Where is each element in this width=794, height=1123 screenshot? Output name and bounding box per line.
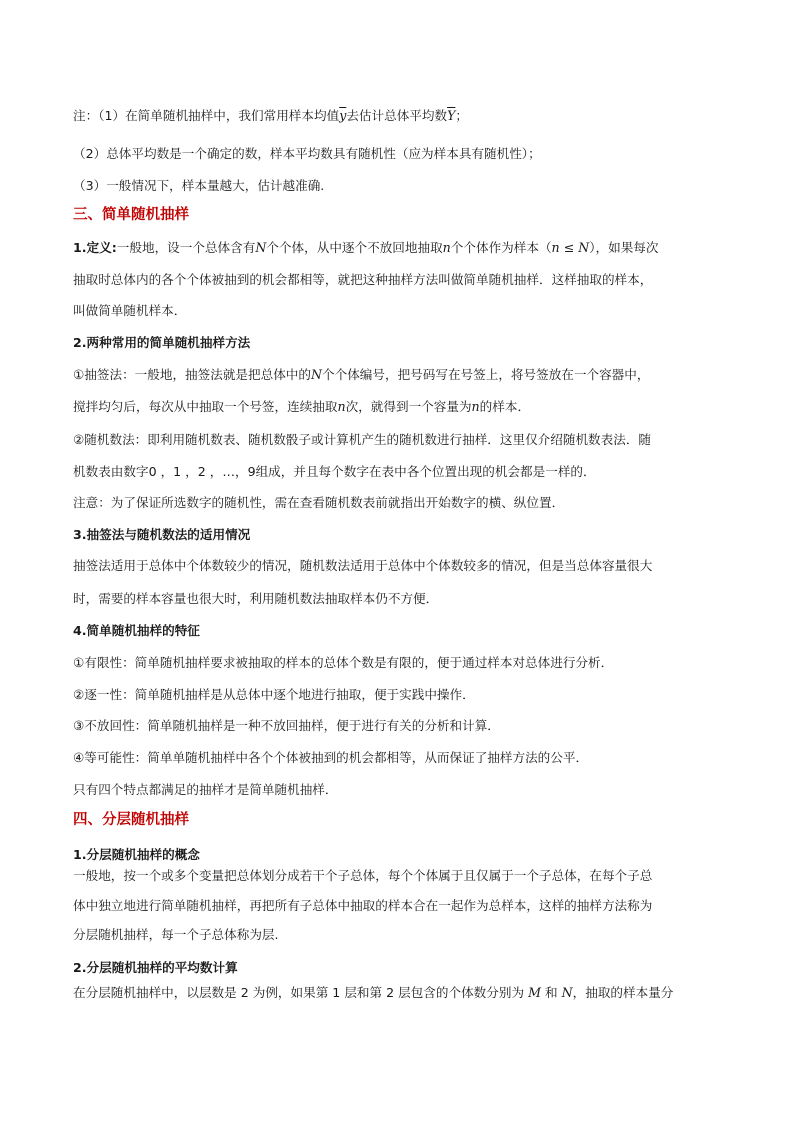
- definition-text: 个个体作为样本（: [450, 240, 552, 255]
- stratified-concept-line-1: 一般地，按一个或多个变量把总体划分成若干个子总体，每个个体属于且仅属于一个子总体，在每个子总: [73, 868, 653, 883]
- population-mean-symbol: $\overline{Y}$: [447, 108, 456, 123]
- definition-text: 一般地，设一个总体含有: [116, 240, 256, 255]
- applicability-line-2: 时，需要的样本容量也很大时，利用随机数法抽取样本仍不方便．: [73, 591, 439, 606]
- sample-mean-symbol: $\overline{y}$: [339, 108, 347, 123]
- method-text: 的样本．: [479, 399, 531, 414]
- method-text: 个个体编号，把号码写在号签上，将号签放在一个容器中，: [322, 367, 650, 382]
- stratified-concept-heading: 1.分层随机抽样的概念: [73, 847, 200, 862]
- feature-one-by-one: ②逐一性：简单随机抽样是从总体中逐个地进行抽取，便于实践中操作．: [73, 687, 475, 702]
- feature-equal-probability: ④等可能性：简单单随机抽样中各个个体被抽到的机会都相等，从而保证了抽样方法的公平．: [73, 750, 589, 765]
- average-text: 在分层随机抽样中，以层数是 2 为例，如果第 1 层和第 2 层包含的个体数分别为: [73, 985, 525, 1000]
- definition-text: ），如果每次: [589, 240, 659, 255]
- method-lottery-line-1: [73, 366, 733, 384]
- features-heading: 4.简单随机抽样的特征: [73, 623, 200, 638]
- applicability-line-1: 抽签法适用于总体中个体数较少的情况，随机数法适用于总体中个体数较多的情况，但是当总体容量很大: [73, 558, 653, 573]
- symbol-n: n: [471, 399, 480, 414]
- symbol-n: n: [442, 240, 451, 255]
- note-line-3: （3）一般情况下，样本量越大，估计越准确.: [73, 178, 325, 193]
- definition-line-1: [73, 239, 733, 257]
- method-random-number-line-1: ②随机数法：即利用随机数表、随机数骰子或计算机产生的随机数进行抽样．这里仅介绍随机数表法．随: [73, 432, 652, 447]
- condition-n-le-N: n ≤ N: [551, 240, 590, 255]
- note-text: 注：（1）在简单随机抽样中，我们常用样本均值: [73, 108, 340, 123]
- note-line-2: （2）总体平均数是一个确定的数，样本平均数具有随机性（应为样本具有随机性）；: [73, 146, 541, 161]
- method-text: 搅拌均匀后，每次从中抽取一个号签，连续抽取: [73, 399, 338, 414]
- average-text: ，抽取的样本量分: [572, 985, 674, 1000]
- features-summary: 只有四个特点都满足的抽样才是简单随机抽样．: [73, 782, 338, 797]
- attention-note: 注意：为了保证所选数字的随机性，需在查看随机数表前就指出开始数字的横、纵位置．: [73, 495, 565, 510]
- average-text: 和: [545, 985, 558, 1000]
- method-random-number-line-2: 机数表由数字0 ，1 ，2 ，…，9组成，并且每个数字在表中各个位置出现的机会都是一样的．: [73, 464, 596, 479]
- symbol-N: N: [561, 985, 573, 1000]
- definition-line-3: 叫做简单随机样本．: [73, 303, 187, 318]
- method-lottery-line-2: [73, 398, 733, 416]
- feature-no-replacement: ③不放回性：简单随机抽样是一种不放回抽样，便于进行有关的分析和计算．: [73, 718, 500, 733]
- method-text: 次，就得到一个容量为: [345, 399, 472, 414]
- stratified-concept-line-2: 体中独立地进行简单随机抽样，再把所有子总体中抽取的样本合在一起作为总样本，这样的抽样方法称为: [73, 898, 653, 913]
- feature-finiteness: ①有限性：简单随机抽样要求被抽取的样本的总体个数是有限的，便于通过样本对总体进行分析．: [73, 655, 614, 670]
- note-text: ；: [455, 108, 468, 123]
- section-4-title: 四、分层随机抽样: [73, 812, 189, 828]
- method-text: ①抽签法：一般地，抽签法就是把总体中的: [73, 367, 311, 382]
- definition-text: 个个体，从中逐个不放回地抽取: [266, 240, 443, 255]
- methods-heading: 2.两种常用的简单随机抽样方法: [73, 335, 251, 350]
- definition-label: 1.定义:: [73, 240, 117, 255]
- stratified-average-line-1: [73, 984, 733, 1002]
- stratified-concept-line-3: 分层随机抽样，每一个子总体称为层.: [73, 927, 279, 942]
- note-line-1: [73, 107, 733, 125]
- applicability-heading: 3.抽签法与随机数法的适用情况: [73, 527, 251, 542]
- stratified-average-heading: 2.分层随机抽样的平均数计算: [73, 960, 238, 975]
- section-3-title: 三、简单随机抽样: [73, 207, 189, 223]
- symbol-n: n: [337, 399, 346, 414]
- definition-line-2: 抽取时总体内的各个个体被抽到的机会都相等，就把这种抽样方法叫做简单随机抽样．这样抽取的样本，: [73, 272, 653, 287]
- symbol-N: N: [255, 240, 267, 255]
- note-text: 去估计总体平均数: [346, 108, 448, 123]
- symbol-N: N: [310, 367, 323, 382]
- symbol-M: M: [528, 985, 541, 1000]
